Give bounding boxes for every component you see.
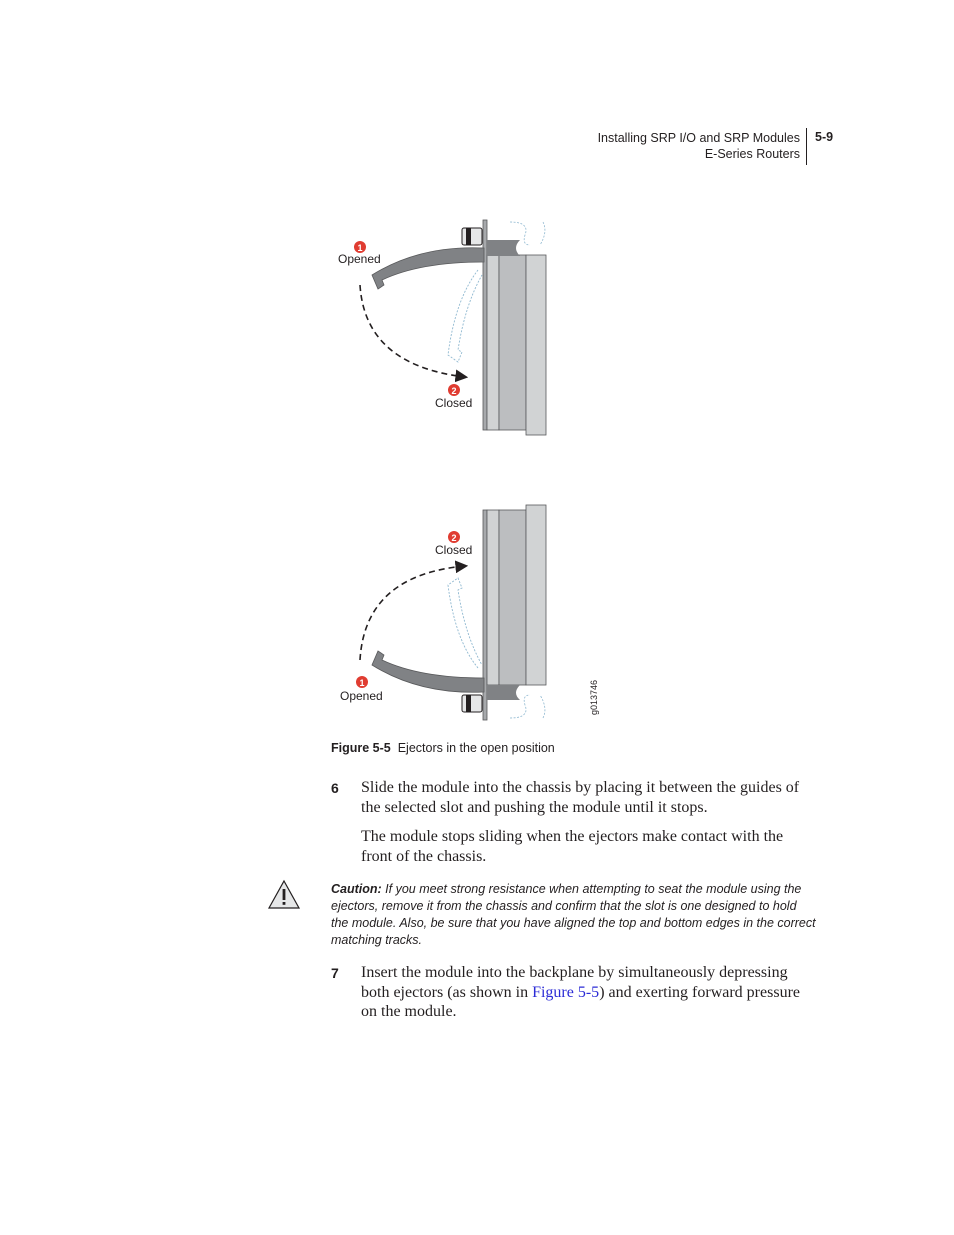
figure-caption — [331, 741, 555, 755]
header-titles — [598, 130, 800, 162]
step-7-text-after: ) and exerting forward pressure on the module. — [361, 983, 800, 1020]
figure-id: g013746 — [589, 679, 599, 715]
callout-1-bottom-num: 1 — [359, 678, 365, 688]
label-opened-bottom: Opened — [340, 689, 383, 703]
caution-label: Caution: — [331, 882, 382, 896]
page-number: 5-9 — [815, 130, 834, 144]
ejector-lever-closed-outline — [448, 270, 482, 362]
caution-text: If you meet strong resistance when attempting to seat the module using the ejectors, remove it from the chassis and confirm that the slot is one designed to hold the module. Also, be sure that you have aligned the top and bottom edges in the correct matching tracks. — [331, 882, 816, 947]
motion-arrow-top — [360, 285, 465, 377]
chapter-title: Installing SRP I/O and SRP Modules — [597, 131, 800, 145]
step-7 — [331, 963, 816, 1022]
ejector-figure — [320, 210, 620, 730]
figure-5-5-link[interactable]: Figure 5-5 — [532, 983, 600, 1001]
callout-2-top-num: 2 — [451, 386, 457, 396]
step-6 — [331, 778, 816, 817]
label-opened-top: Opened — [338, 252, 381, 266]
callout-1-top-num: 1 — [357, 243, 363, 253]
step-7-text — [361, 963, 816, 1022]
caution-note — [331, 881, 816, 949]
ejector-lever-opened — [372, 248, 484, 289]
step-6-number: 6 — [331, 780, 339, 796]
motion-arrow-bottom — [360, 566, 465, 660]
figure-caption-text: Ejectors in the open position — [397, 741, 555, 755]
label-closed-top: Closed — [435, 396, 473, 410]
step-6-note: The module stops sliding when the ejectors make contact with the front of the chassis. — [361, 828, 784, 865]
book-title: E-Series Routers — [704, 147, 800, 161]
ejector-lever-closed-outline-bottom — [448, 578, 482, 668]
step-7-number: 7 — [331, 965, 339, 981]
warning-triangle-icon — [267, 879, 301, 911]
figure-caption-label: Figure 5-5 — [331, 741, 391, 755]
bottom-panel — [340, 505, 599, 720]
callout-2-bottom-num: 2 — [451, 533, 457, 543]
label-closed-bottom: Closed — [435, 543, 473, 557]
step-6-text: Slide the module into the chassis by placing it between the guides of the selected slot and pushing the module until it stops. — [361, 779, 800, 816]
ejector-lever-opened-bottom — [372, 651, 484, 692]
header-divider — [806, 128, 807, 165]
top-panel — [338, 220, 546, 435]
step-7-text-before: Insert the module into the backplane by simultaneously depressing both ejectors (as shown in — [361, 964, 788, 1001]
